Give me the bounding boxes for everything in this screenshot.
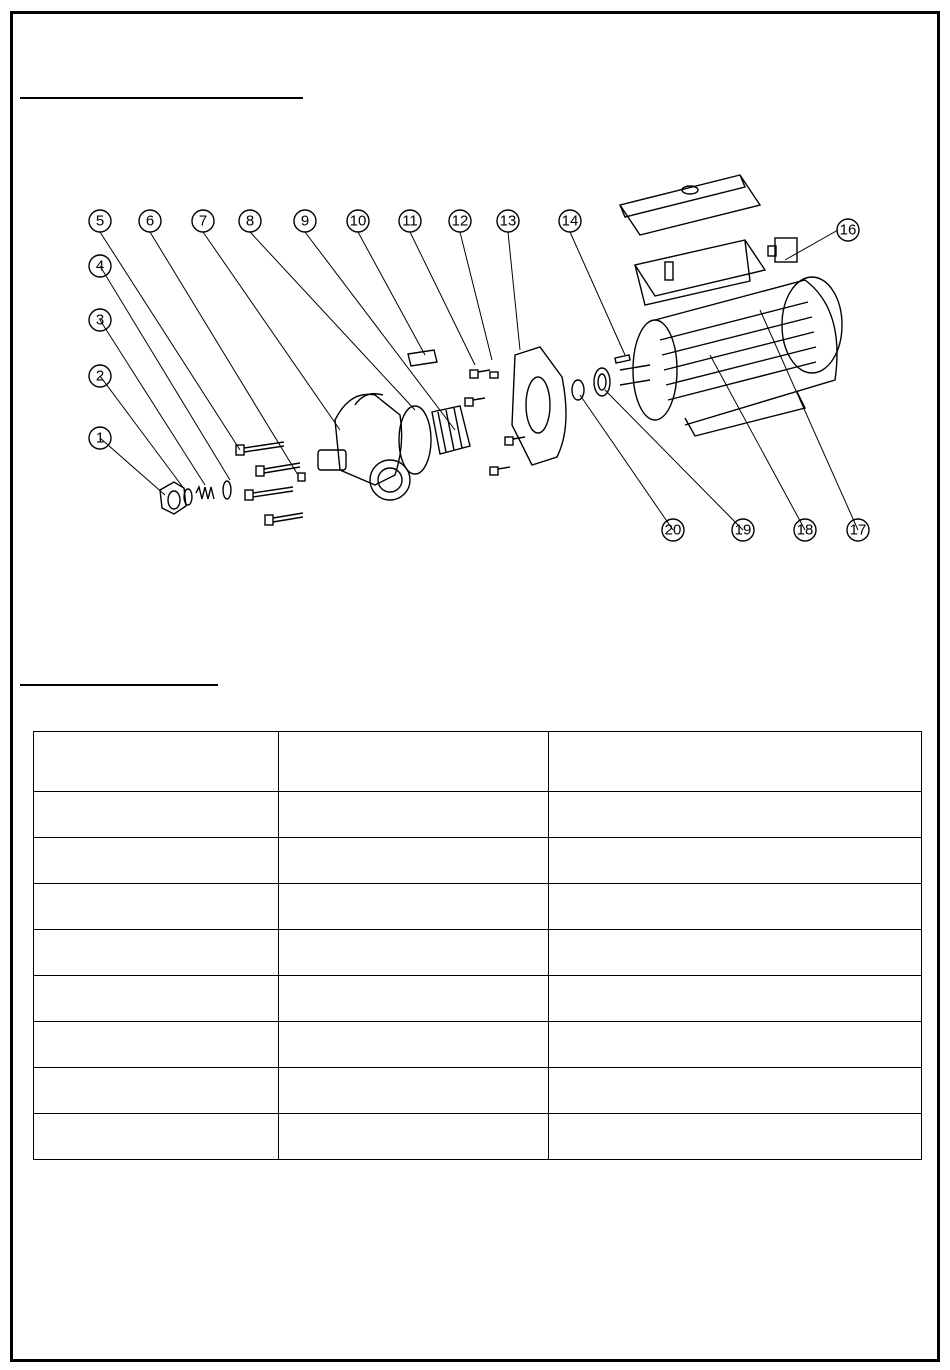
callout-17: 17 <box>849 521 867 539</box>
table-cell <box>34 1114 279 1160</box>
table-cell <box>279 792 549 838</box>
terminal-box-cover <box>620 175 760 235</box>
table-cell <box>279 930 549 976</box>
table-cell <box>549 1114 922 1160</box>
table-cell <box>34 1068 279 1114</box>
callout-14: 14 <box>561 212 579 230</box>
table-cell <box>549 838 922 884</box>
part-13-bracket <box>512 347 566 465</box>
part-8-o-ring <box>399 406 431 474</box>
table-cell <box>549 792 922 838</box>
callout-7: 7 <box>198 212 208 230</box>
callout-18: 18 <box>796 521 814 539</box>
part-18-motor-body <box>620 277 842 436</box>
table-cell <box>549 1068 922 1114</box>
table-row <box>34 930 922 976</box>
part-16-switch <box>768 238 797 262</box>
table-row <box>34 792 922 838</box>
table-header-row <box>34 732 922 792</box>
callout-8: 8 <box>245 212 255 230</box>
table-cell <box>34 930 279 976</box>
table-cell <box>279 1068 549 1114</box>
table-cell <box>34 838 279 884</box>
callout-3: 3 <box>95 311 105 329</box>
callout-11: 11 <box>402 212 418 230</box>
table-cell <box>34 976 279 1022</box>
table-cell <box>279 976 549 1022</box>
part-4-disc <box>223 481 231 499</box>
part-14-key <box>615 355 630 363</box>
part-5-6-bolts <box>236 442 305 525</box>
callout-4: 4 <box>95 257 105 275</box>
table-cell <box>34 792 279 838</box>
callout-16: 16 <box>839 221 857 239</box>
callout-5: 5 <box>95 212 105 230</box>
part-3-spring <box>196 487 214 499</box>
table-cell <box>279 1114 549 1160</box>
exploded-pump-diagram <box>60 150 900 580</box>
section-heading-underline <box>20 97 303 99</box>
table-cell <box>279 884 549 930</box>
part-7-pump-body <box>318 394 410 500</box>
table-row <box>34 884 922 930</box>
callout-12: 12 <box>451 212 469 230</box>
table-row <box>34 976 922 1022</box>
callout-6: 6 <box>145 212 155 230</box>
part-10-key <box>408 350 437 366</box>
part-11-12-screws <box>465 370 525 475</box>
table-row <box>34 838 922 884</box>
table-cell <box>34 1022 279 1068</box>
callout-10: 10 <box>349 212 367 230</box>
part-9-impeller <box>432 406 470 454</box>
callout-1: 1 <box>95 429 105 447</box>
table-header-cell <box>34 732 279 792</box>
section-heading-underline <box>20 684 218 686</box>
part-1-plug <box>160 482 186 514</box>
callout-13: 13 <box>499 212 517 230</box>
table-cell <box>279 838 549 884</box>
callout-20: 20 <box>664 521 682 539</box>
table-cell <box>34 884 279 930</box>
callout-19: 19 <box>734 521 752 539</box>
part-19-bearing <box>594 368 610 396</box>
table-row <box>34 1022 922 1068</box>
part-20-bearing <box>572 380 584 400</box>
table-row <box>34 1068 922 1114</box>
table-cell <box>549 1022 922 1068</box>
table-header-cell <box>549 732 922 792</box>
callout-2: 2 <box>95 367 105 385</box>
parts-list-table <box>33 731 922 1160</box>
table-cell <box>549 884 922 930</box>
exploded-view-drawing <box>60 150 900 580</box>
table-cell <box>549 976 922 1022</box>
table-row <box>34 1114 922 1160</box>
table-cell <box>549 930 922 976</box>
callout-9: 9 <box>300 212 310 230</box>
table-header-cell <box>279 732 549 792</box>
table-cell <box>279 1022 549 1068</box>
